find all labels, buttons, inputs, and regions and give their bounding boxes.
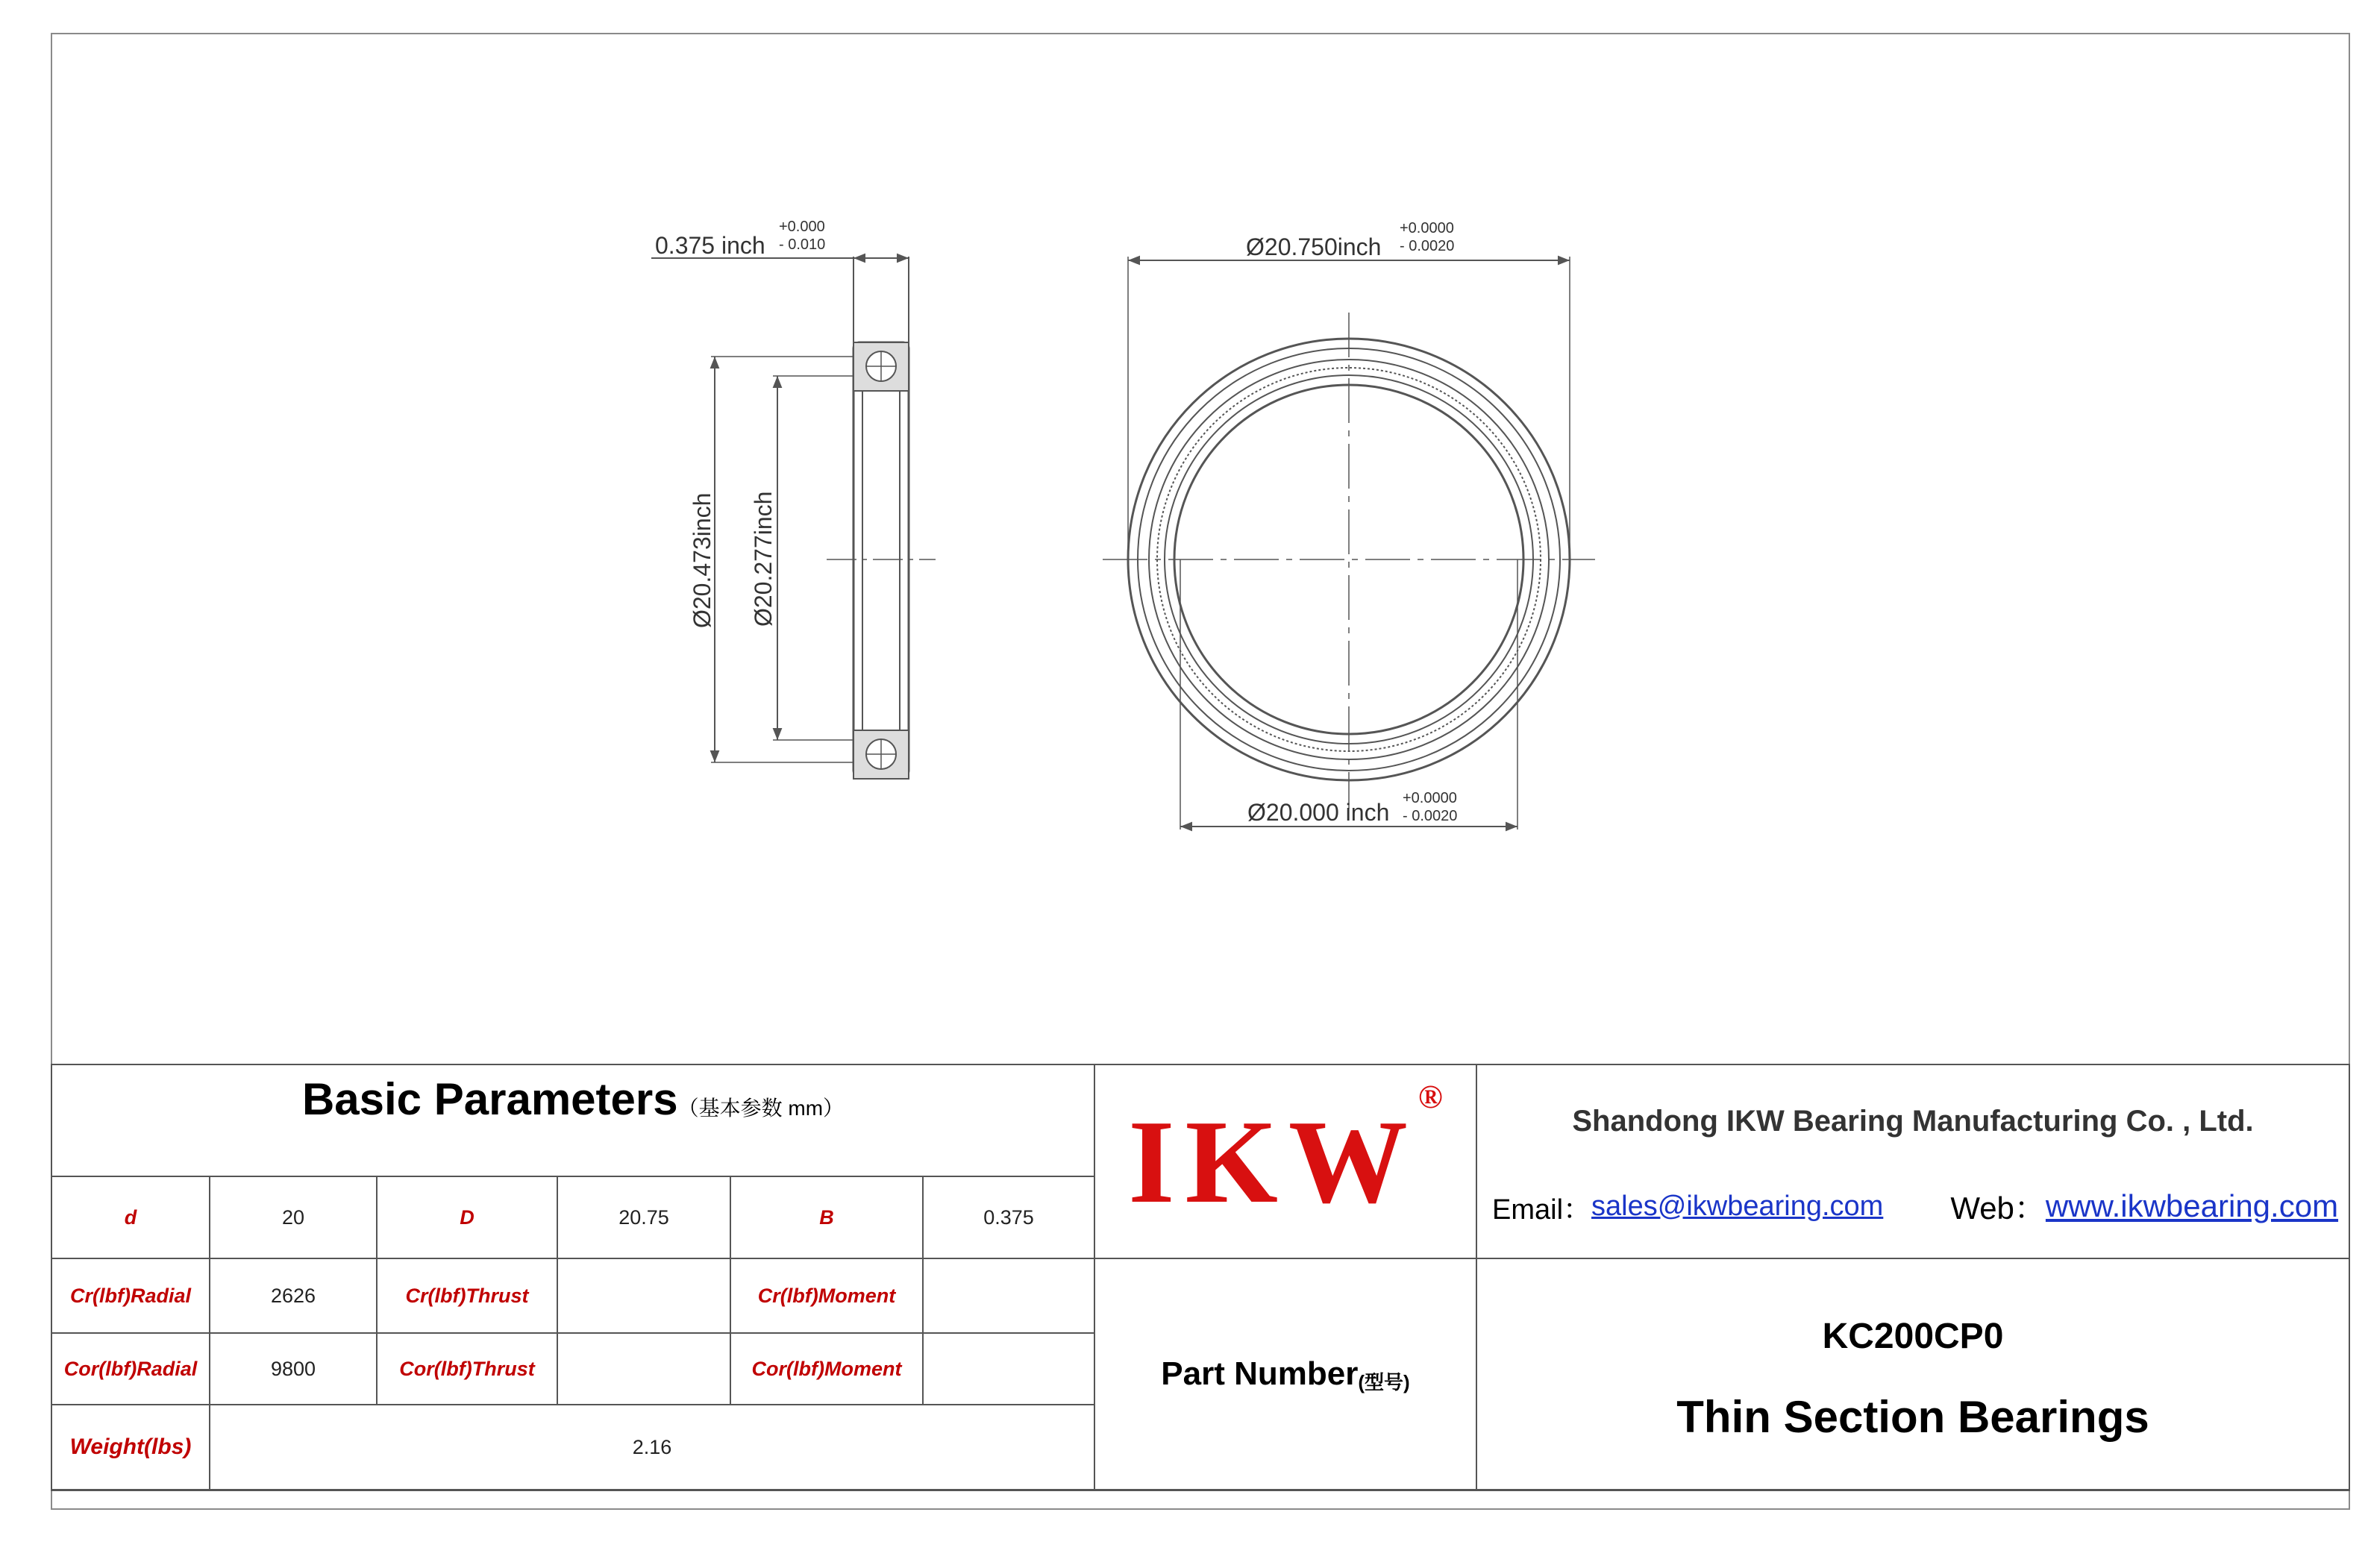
technical-drawing xyxy=(51,33,2350,1077)
width-tol-lower: - 0.010 xyxy=(779,236,826,253)
bore-dia-text: Ø20.000 inch xyxy=(1247,799,1390,826)
bore-tol-lower: - 0.0020 xyxy=(1403,808,1458,824)
front-view xyxy=(1103,257,1595,830)
outer-race-dia-text: Ø20.473inch xyxy=(689,492,715,628)
part-number-label-cell xyxy=(1095,1259,1476,1489)
param-d-value: 20 xyxy=(281,1205,305,1229)
param-d-label: d xyxy=(124,1205,137,1229)
cor-moment-value xyxy=(924,1334,1094,1404)
product-name: Thin Section Bearings xyxy=(1676,1391,2149,1442)
cr-radial-label: Cr(lbf)Radial xyxy=(70,1284,191,1307)
outer-dia-text: Ø20.750inch xyxy=(1246,233,1382,260)
cr-thrust-label: Cr(lbf)Thrust xyxy=(405,1284,529,1307)
bore-tol-upper: +0.0000 xyxy=(1403,790,1457,806)
param-D-value: 20.75 xyxy=(618,1205,669,1229)
email-link[interactable]: sales@ikwbearing.com xyxy=(1591,1190,1884,1222)
company-contact xyxy=(1492,1180,2347,1232)
cr-moment-label: Cr(lbf)Moment xyxy=(757,1284,896,1307)
web-link[interactable]: www.ikwbearing.com xyxy=(2045,1188,2339,1223)
outer-tol-upper: +0.0000 xyxy=(1400,220,1454,236)
weight-value: 2.16 xyxy=(632,1435,672,1458)
param-B-value: 0.375 xyxy=(983,1205,1034,1229)
logo-text: IKW xyxy=(1128,1094,1418,1228)
params-header xyxy=(52,1065,1094,1132)
ikw-logo xyxy=(1095,1065,1476,1258)
email-label: Email： xyxy=(1492,1194,1592,1226)
weight-label: Weight(lbs) xyxy=(69,1434,192,1459)
cor-thrust-value xyxy=(558,1334,730,1404)
company-name: Shandong IKW Bearing Manufacturing Co. , Ltd. xyxy=(1572,1104,2254,1138)
cor-moment-label: Cor(lbf)Moment xyxy=(751,1357,902,1380)
cr-radial-value: 2626 xyxy=(270,1284,316,1307)
outer-tol-lower: - 0.0020 xyxy=(1400,238,1455,254)
cor-radial-label: Cor(lbf)Radial xyxy=(63,1357,198,1380)
web-label: Web： xyxy=(1950,1191,2046,1226)
params-title: Basic Parameters xyxy=(301,1073,678,1124)
width-dim-text: 0.375 inch xyxy=(655,232,765,259)
part-number-label-note: (型号) xyxy=(1358,1370,1410,1393)
cor-radial-value: 9800 xyxy=(270,1357,316,1380)
part-number-label: Part Number xyxy=(1161,1355,1359,1392)
inner-race-dia-text: Ø20.277inch xyxy=(750,491,777,627)
cr-moment-value xyxy=(924,1259,1094,1332)
param-B-label: B xyxy=(819,1205,834,1229)
param-D-label: D xyxy=(460,1205,474,1229)
params-title-note: （基本参数 mm） xyxy=(677,1097,845,1120)
product-code: KC200CP0 xyxy=(1822,1316,2004,1356)
cor-thrust-label: Cor(lbf)Thrust xyxy=(399,1357,535,1380)
registered-mark: ® xyxy=(1418,1078,1443,1115)
width-tol-upper: +0.000 xyxy=(779,219,825,235)
cr-thrust-value xyxy=(558,1259,730,1332)
